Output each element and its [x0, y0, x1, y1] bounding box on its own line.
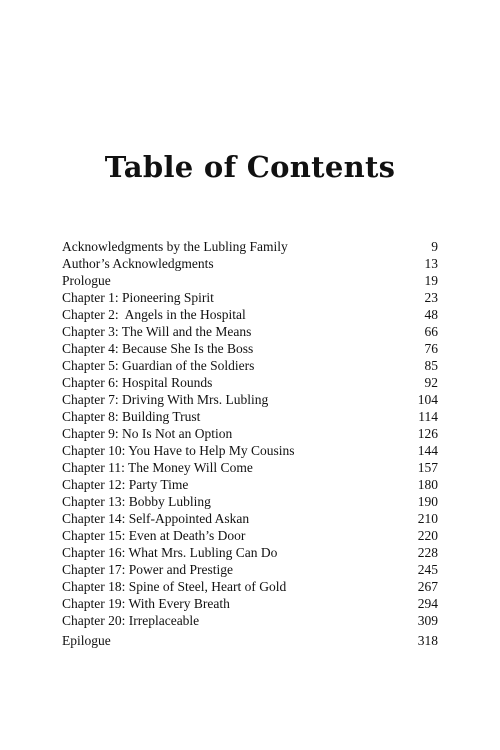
- toc-entry-page: 92: [424, 375, 438, 390]
- toc-entry-page: 85: [424, 358, 438, 373]
- toc-entry: [62, 612, 438, 629]
- toc-entry-label: Chapter 10: You Have to Help My Cousins: [62, 443, 295, 458]
- toc-entry-label: Chapter 18: Spine of Steel, Heart of Gold: [62, 579, 287, 594]
- toc-entry-label: Chapter 13: Bobby Lubling: [62, 494, 211, 509]
- toc-entry-page: 9: [431, 239, 438, 254]
- toc-entry-page: 228: [417, 545, 438, 560]
- toc-entry-page: 267: [417, 579, 438, 594]
- toc-entry-label: Chapter 16: What Mrs. Lubling Can Do: [62, 545, 278, 560]
- toc-list: [62, 238, 438, 649]
- toc-entry-label: Chapter 20: Irreplaceable: [62, 613, 200, 628]
- toc-entry-page: 66: [424, 324, 438, 339]
- toc-entry: [62, 357, 438, 374]
- toc-entry: [62, 238, 438, 255]
- toc-entry-page: 19: [424, 273, 438, 288]
- toc-entry: [62, 459, 438, 476]
- toc-entry-page: 210: [417, 511, 438, 526]
- toc-entry-label: Chapter 15: Even at Death’s Door: [62, 528, 246, 543]
- toc-entry-label: Chapter 17: Power and Prestige: [62, 562, 233, 577]
- toc-entry: [62, 632, 438, 649]
- toc-entry: [62, 408, 438, 425]
- toc-entry: [62, 306, 438, 323]
- toc-entry-label: Chapter 9: No Is Not an Option: [62, 426, 233, 441]
- toc-entry: [62, 323, 438, 340]
- toc-entry-label: Chapter 19: With Every Breath: [62, 596, 230, 611]
- toc-entry: [62, 340, 438, 357]
- toc-entry-page: 180: [417, 477, 438, 492]
- toc-entry: [62, 476, 438, 493]
- toc-entry-page: 245: [417, 562, 438, 577]
- toc-entry-page: 190: [417, 494, 438, 509]
- toc-entry-label: Chapter 8: Building Trust: [62, 409, 201, 424]
- toc-entry-label: Chapter 2: Angels in the Hospital: [62, 307, 246, 322]
- toc-entry-page: 76: [424, 341, 438, 356]
- toc-entry-page: 23: [424, 290, 438, 305]
- toc-entry-label: Chapter 7: Driving With Mrs. Lubling: [62, 392, 269, 407]
- toc-entry-label: Prologue: [62, 273, 111, 288]
- toc-entry: [62, 595, 438, 612]
- toc-entry-page: 294: [417, 596, 438, 611]
- toc-entry-label: Epilogue: [62, 633, 111, 648]
- toc-entry-page: 144: [417, 443, 438, 458]
- toc-entry-page: 157: [417, 460, 438, 475]
- toc-entry-page: 13: [424, 256, 438, 271]
- toc-entry: [62, 374, 438, 391]
- toc-entry-page: 318: [417, 633, 438, 648]
- toc-entry: [62, 544, 438, 561]
- toc-entry: [62, 493, 438, 510]
- toc-entry: [62, 510, 438, 527]
- toc-entry: [62, 561, 438, 578]
- toc-entry-label: Chapter 11: The Money Will Come: [62, 460, 253, 475]
- toc-entry: [62, 442, 438, 459]
- toc-entry: [62, 255, 438, 272]
- toc-entry: [62, 289, 438, 306]
- page-title: Table of Contents: [104, 150, 396, 184]
- toc-entry-page: 126: [417, 426, 438, 441]
- toc-entry-page: 104: [417, 392, 438, 407]
- toc-entry-label: Chapter 4: Because She Is the Boss: [62, 341, 254, 356]
- toc-entry: [62, 527, 438, 544]
- toc-entry-label: Chapter 1: Pioneering Spirit: [62, 290, 214, 305]
- toc-entry-page: 48: [424, 307, 438, 322]
- toc-entry-label: Chapter 3: The Will and the Means: [62, 324, 252, 339]
- toc-entry-label: Acknowledgments by the Lubling Family: [62, 239, 288, 254]
- toc-entry: [62, 578, 438, 595]
- toc-entry-page: 114: [418, 409, 438, 424]
- toc-entry-label: Chapter 14: Self-Appointed Askan: [62, 511, 250, 526]
- toc-entry-label: Author’s Acknowledgments: [62, 256, 214, 271]
- toc-entry-page: 220: [417, 528, 438, 543]
- toc-entry: [62, 272, 438, 289]
- toc-entry-label: Chapter 6: Hospital Rounds: [62, 375, 213, 390]
- toc-entry-label: Chapter 12: Party Time: [62, 477, 189, 492]
- toc-entry: [62, 391, 438, 408]
- toc-entry: [62, 425, 438, 442]
- toc-entry-page: 309: [417, 613, 438, 628]
- toc-entry-label: Chapter 5: Guardian of the Soldiers: [62, 358, 255, 373]
